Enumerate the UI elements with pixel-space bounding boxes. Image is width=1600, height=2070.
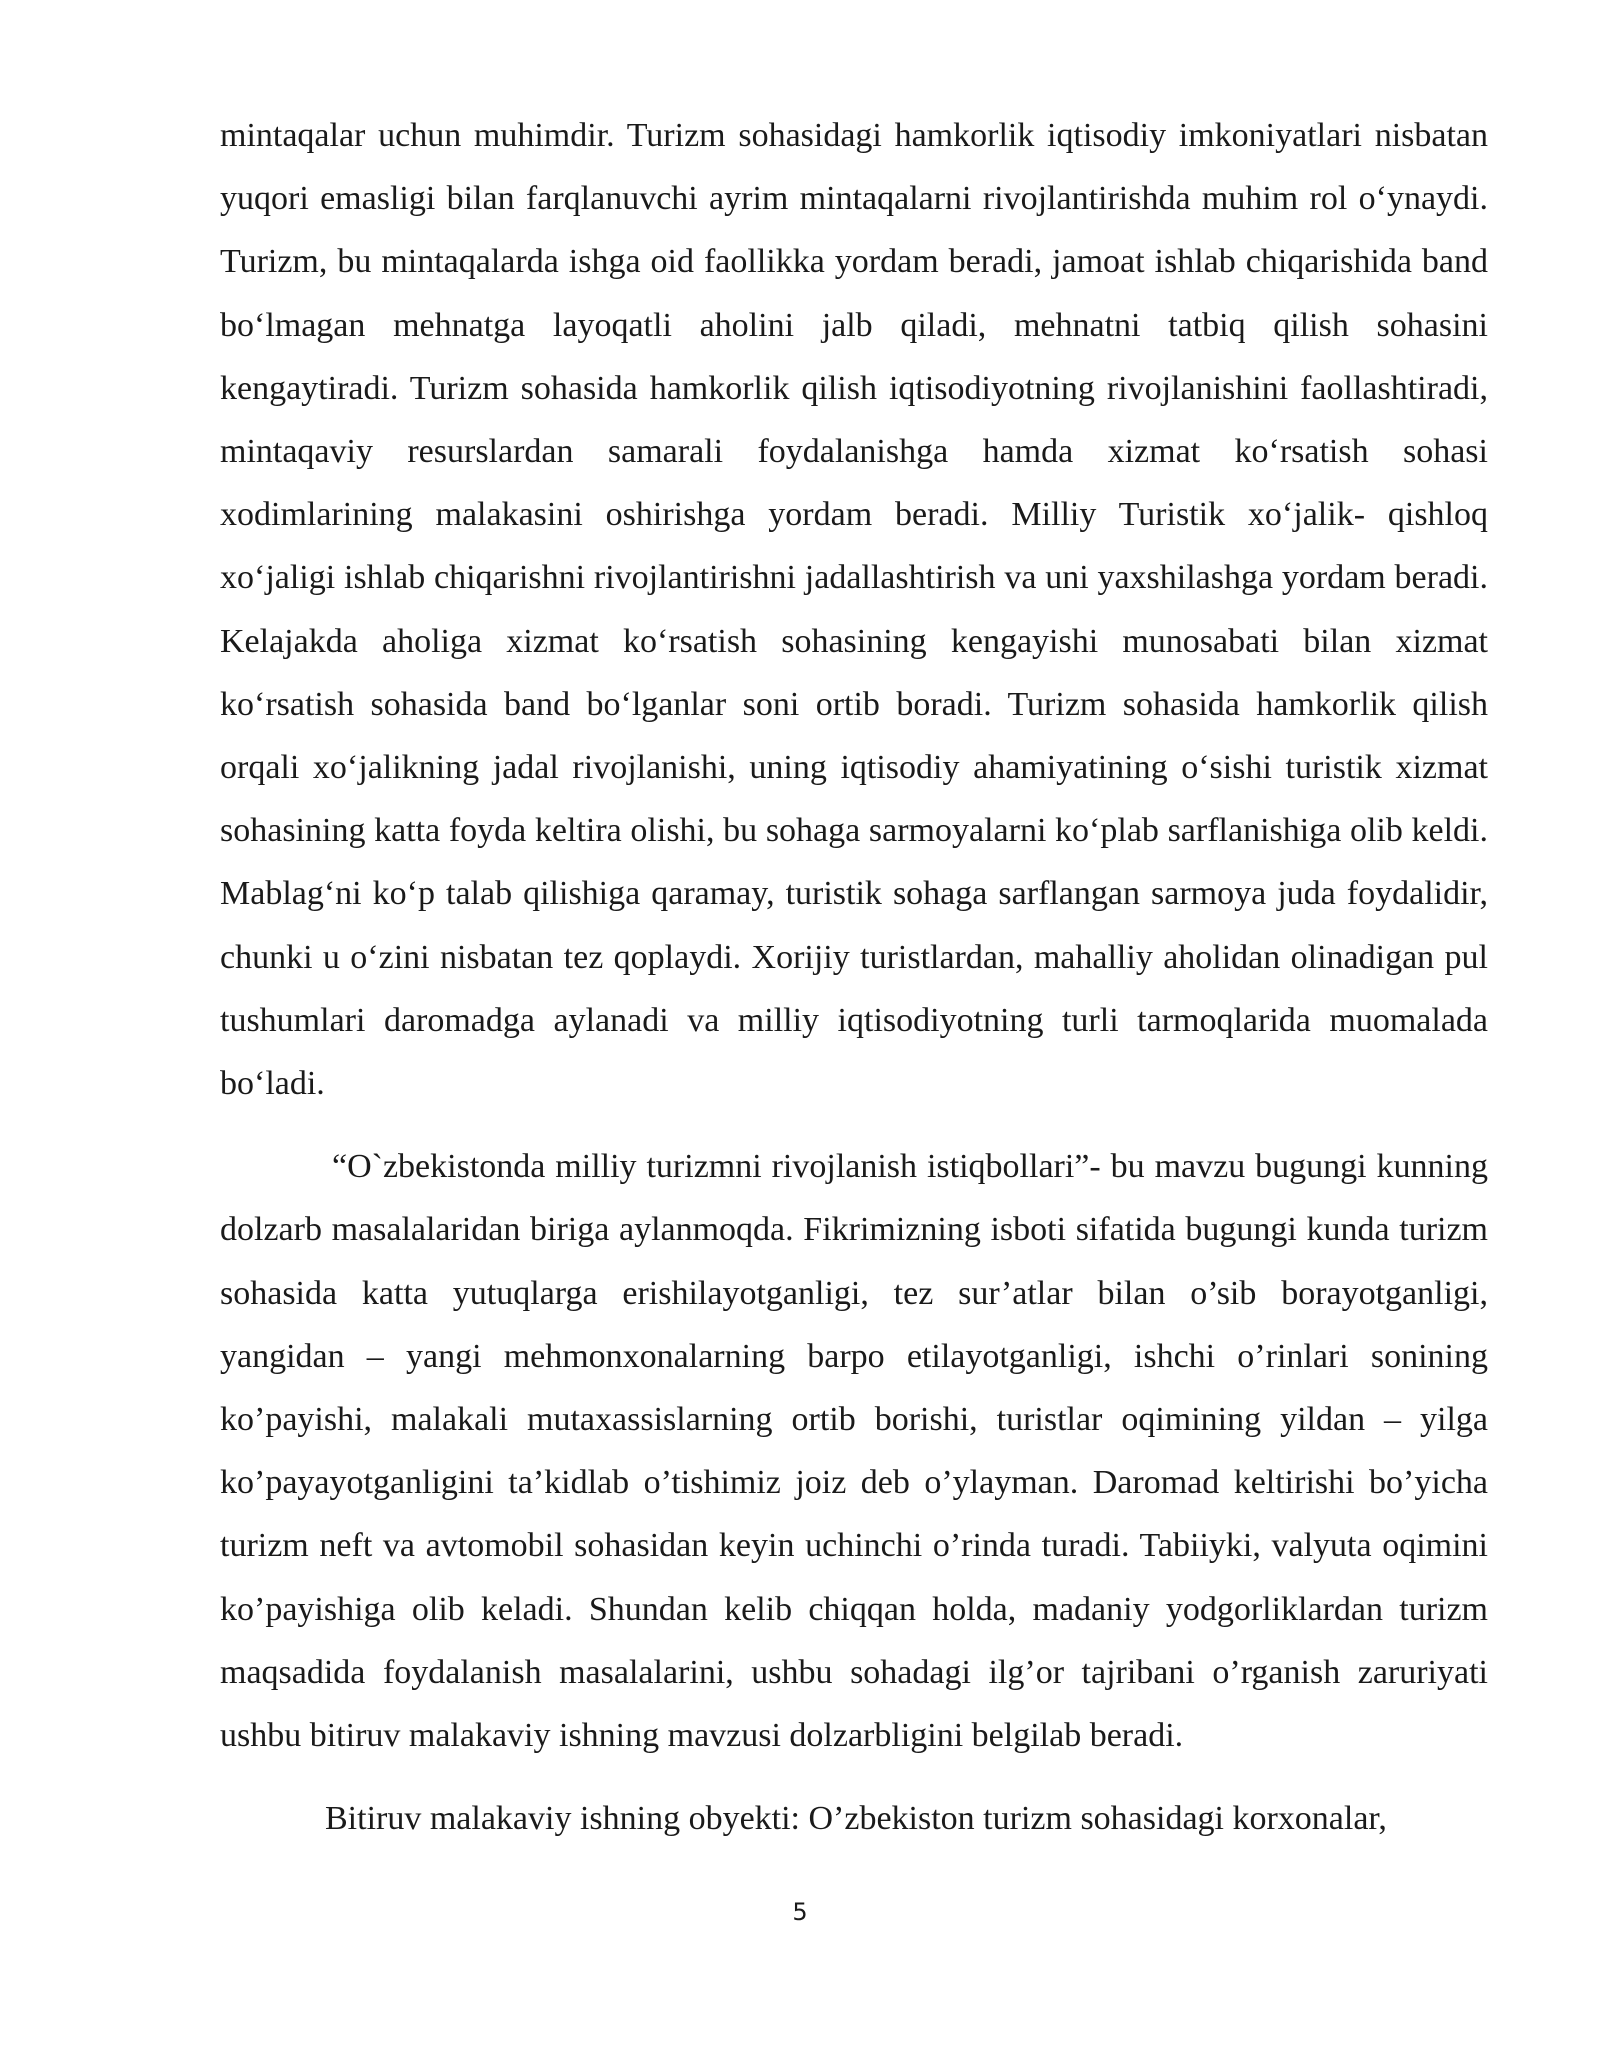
paragraph-research-object: Bitiruv malakaviy ishning obyekti: O’zbekiston turizm sohasidagi korxonalar, bbox=[325, 1800, 1387, 1838]
page-number: 5 bbox=[792, 1898, 808, 1926]
body-text bbox=[220, 104, 1488, 1850]
paragraph-tourism-cooperation: mintaqalar uchun muhimdir. Turizm sohasidagi hamkorlik iqtisodiy imkoniyatlari nisbatan yuqori emasligi bilan farqlanuvchi ayrim mintaqalarni rivojlantirishda muhim rol o‘ynaydi. Turizm, bu mintaqalarda ishga oid faollikka yordam beradi, jamoat ishlab chiqarishida band bo‘lmagan mehnatga layoqatli aholini jalb qiladi, mehnatni tatbiq qilish sohasini kengaytiradi. Turizm sohasida hamkorlik qilish iqtisodiyotning rivojlanishini faollashtiradi, mintaqaviy resurslardan samarali foydalanishga hamda xizmat ko‘rsatish sohasi xodimlarining malakasini oshirishga yordam beradi. Milliy Turistik xo‘jalik- qishloq xo‘jaligi ishlab chiqarishni rivojlantirishni jadallashtirish va uni yaxshilashga yordam beradi. Kelajakda aholiga xizmat ko‘rsatish sohasining kengayishi munosabati bilan xizmat ko‘rsatish sohasida band bo‘lganlar soni ortib boradi. Turizm sohasida hamkorlik qilish orqali xo‘jalikning jadal rivojlanishi, uning iqtisodiy ahamiyatining o‘sishi turistik xizmat sohasining katta foyda keltira olishi, bu sohaga sarmoyalarni ko‘plab sarflanishiga olib keldi. Mablag‘ni ko‘p talab qilishiga qaramay, turistik sohaga sarflangan sarmoya juda foydalidir, chunki u o‘zini nisbatan tez qoplaydi. Xorijiy turistlardan, mahalliy aholidan olinadigan pul tushumlari daromadga aylanadi va milliy iqtisodiyotning turli tarmoqlarida muomalada bo‘ladi. bbox=[220, 117, 1488, 1103]
paragraph-topic-relevance: “O`zbekistonda milliy turizmni rivojlanish istiqbollari”- bu mavzu bugungi kunning dolzarb masalalaridan biriga aylanmoqda. Fikrimizning isboti sifatida bugungi kunda turizm sohasida katta yutuqlarga erishilayotganligi, tez sur’atlar bilan o’sib borayotganligi, yangidan – yangi mehmonxonalarning barpo etilayotganligi, ishchi o’rinlari sonining ko’payishi, malakali mutaxassislarning ortib borishi, turistlar oqimining yildan – yilga ko’payayotganligini ta’kidlab o’tishimiz joiz deb o’ylayman. Daromad keltirishi bo’yicha turizm neft va avtomobil sohasidan keyin uchinchi o’rinda turadi. Tabiiyki, valyuta oqimini ko’payishiga olib keladi. Shundan kelib chiqqan holda, madaniy yodgorliklardan turizm maqsadida foydalanish masalalarini, ushbu sohadagi ilg’or tajribani o’rganish zaruriyati ushbu bitiruv malakaviy ishning mavzusi dolzarbligini belgilab beradi. bbox=[220, 1148, 1488, 1755]
